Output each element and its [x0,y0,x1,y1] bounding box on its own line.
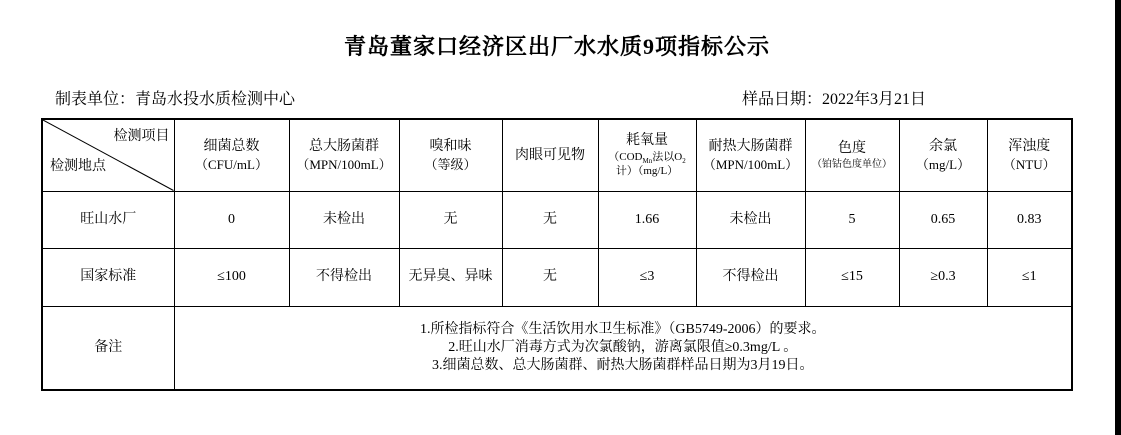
remark-line: 2.旺山水厂消毒方式为次氯酸钠，游离氯限值≥0.3mg/L 。 [448,339,798,355]
remark-line: 1.所检指标符合《生活饮用水卫生标准》（GB5749-2006）的要求。 [419,321,826,337]
table-cell: 无异臭、异味 [399,248,502,306]
column-header-chroma: 色度 （铂钴色度单位） [805,119,899,191]
table-row-wangshan-plant [42,191,1072,248]
water-quality-table [41,118,1073,391]
table-cell: 不得检出 [289,248,399,306]
column-header-total-coliform: 总大肠菌群 （MPN/100mL） [289,119,399,191]
table-cell: ≤100 [174,248,289,306]
remark-line: 3.细菌总数、总大肠菌群、耐热大肠菌群样品日期为3月19日。 [432,357,814,373]
table-cell: ≤1 [987,248,1072,306]
cod-formula: （$COD_{Mn}$法以$O_2$计）（mg/L） [608,150,686,177]
row-label: 旺山水厂 [42,191,174,248]
table-cell: 无 [502,248,598,306]
table-cell: 1.66 [598,191,696,248]
remarks-content [174,306,1072,390]
header-row [42,119,1072,191]
column-header-bacteria-total: 细菌总数 （CFU/mL） [174,119,289,191]
remarks-row [42,306,1072,390]
table-cell: 无 [399,191,502,248]
table-cell: 不得检出 [696,248,805,306]
meta-row [41,86,1073,106]
table-cell: ≥0.3 [899,248,987,306]
table-cell: 未检出 [289,191,399,248]
right-edge-bar [1115,0,1121,435]
table-cell: 0.65 [899,191,987,248]
prepared-by-label: 制表单位：青岛水投水质检测中心 [55,91,296,108]
table-cell: 0 [174,191,289,248]
page-title: 青岛董家口经济区出厂水水质9项指标公示 [343,34,770,59]
column-header-visible-matter: 肉眼可见物 [502,119,598,191]
corner-label-location: 检测地点 [50,158,106,174]
table-cell: ≤3 [598,248,696,306]
column-header-residual-chlorine: 余氯 （mg/L） [899,119,987,191]
table-cell: ≤15 [805,248,899,306]
table-row-national-standard [42,248,1072,306]
remarks-label: 备注 [42,306,174,390]
row-label: 国家标准 [42,248,174,306]
column-header-turbidity: 浑浊度 （NTU） [987,119,1072,191]
column-header-thermotolerant-coliform: 耐热大肠菌群 （MPN/100mL） [696,119,805,191]
table-cell: 5 [805,191,899,248]
table-cell: 0.83 [987,191,1072,248]
table-cell: 无 [502,191,598,248]
corner-label-items: 检测项目 [113,129,170,144]
table-cell: 未检出 [696,191,805,248]
column-header-odor-taste: 嗅和味 （等级） [399,119,502,191]
sample-date-label: 样品日期：2022年3月21日 [742,91,927,108]
column-header-oxygen-consumption: 耗氧量 （$COD_{Mn}$法以$O_2$计）（mg/L） [598,119,696,191]
corner-header-cell [42,119,174,191]
